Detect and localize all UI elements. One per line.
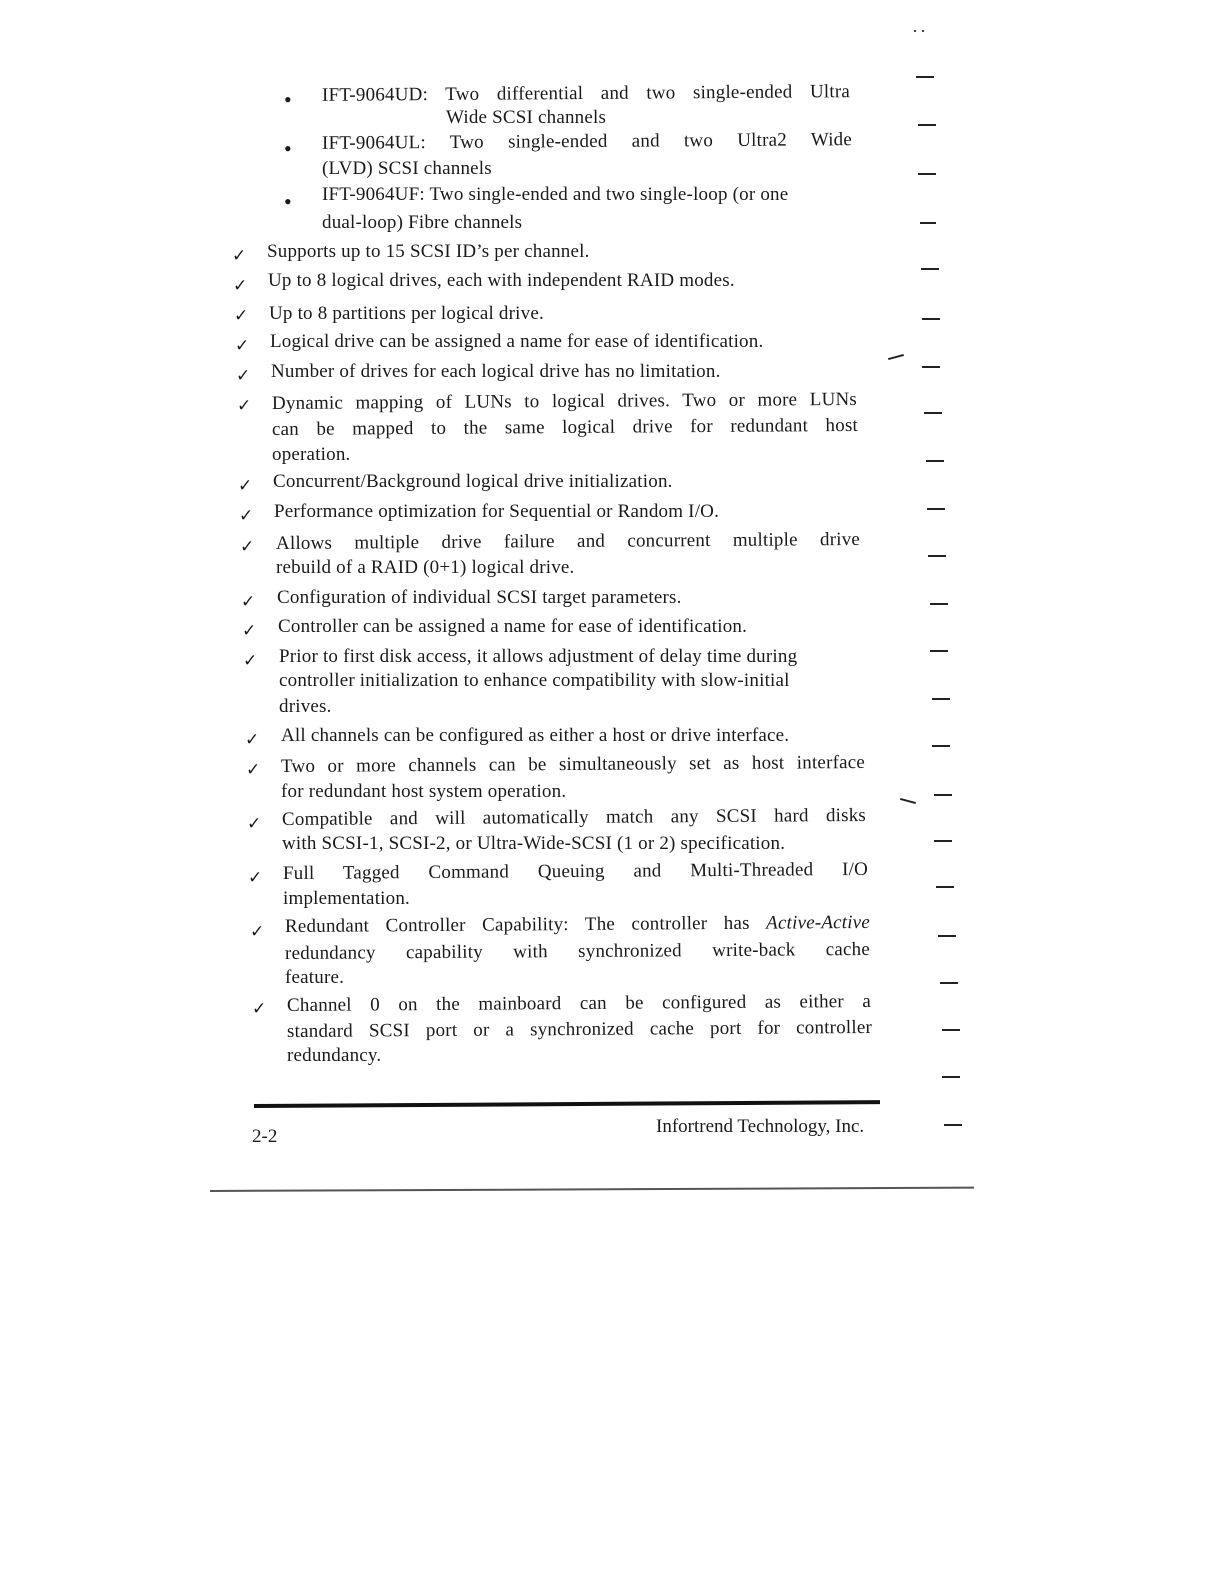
checkmark-icon: ✓ [236,366,251,386]
feature-item-line: All channels can be configured as either a host or drive interface. [281,725,790,746]
footer-rule [254,1100,880,1108]
feature-item-line: feature. [285,967,345,988]
margin-tick [928,555,946,557]
checkmark-icon: ✓ [235,336,250,356]
margin-tick [938,935,956,937]
checkmark-icon: ✓ [241,592,256,612]
sub-bullet-ift-9064ud-line-2: Wide SCSI channels [446,107,607,128]
margin-tick [942,1029,960,1031]
margin-tick [918,124,936,126]
scan-edge-line [210,1187,974,1192]
margin-tick [944,1124,962,1126]
sub-bullet-ift-9064uf-line-2: dual-loop) Fibre channels [322,212,523,233]
sub-bullet-ift-9064ul-line-1: IFT-9064UL: Two single-ended and two Ultra2 Wide [321,129,853,154]
feature-item-line: Performance optimization for Sequential or Random I/O. [274,501,720,522]
sub-bullet-ift-9064uf-line-1: IFT-9064UF: Two single-ended and two single-loop (or one [322,184,789,205]
feature-item-line: redundancy capability with synchronized write-back cache [284,938,871,965]
margin-tick [927,508,945,510]
margin-tick [932,745,950,747]
margin-tick [900,798,916,804]
checkmark-icon: ✓ [243,651,258,671]
checkmark-icon: ✓ [247,814,262,834]
margin-tick [940,982,958,984]
margin-tick [934,794,952,796]
margin-tick [942,1076,960,1078]
sub-bullet-ift-9064ud-line-1: IFT-9064UD: Two differential and two single-ended Ultra [321,81,851,106]
feature-item-line: Dynamic mapping of LUNs to logical drives. Two or more LUNs [271,388,858,415]
margin-tick [922,366,940,368]
checkmark-icon: ✓ [242,621,257,641]
feature-item-line: for redundant host system operation. [281,781,567,802]
sub-bullet-ift-9064ul-line-2: (LVD) SCSI channels [322,158,492,179]
bullet-marker: • [284,189,292,214]
feature-item-line: Two or more channels can be simultaneously set as host interface [280,751,866,778]
checkmark-icon: ✓ [250,922,265,942]
margin-tick [926,460,944,462]
feature-item-line: Logical drive can be assigned a name for ease of identification. [270,331,764,352]
feature-item-line: Channel 0 on the mainboard can be configured as either a [286,990,872,1017]
checkmark-icon: ✓ [248,868,263,888]
page-number: 2-2 [252,1126,278,1147]
feature-item-line: Concurrent/Background logical drive initialization. [273,471,673,492]
checkmark-icon: ✓ [232,246,247,266]
feature-item-line: rebuild of a RAID (0+1) logical drive. [276,557,575,578]
checkmark-icon: ✓ [246,760,261,780]
bullet-marker: • [284,87,292,112]
company-name: Infortrend Technology, Inc. [656,1116,865,1137]
feature-item-line: Allows multiple drive failure and concurrent multiple drive [275,528,861,555]
checkmark-icon: ✓ [238,476,253,496]
feature-item-line: Full Tagged Command Queuing and Multi-Threaded I/O [282,858,869,885]
feature-item-line: standard SCSI port or a synchronized cache port for controller [286,1016,873,1043]
margin-tick [920,222,936,224]
margin-tick [934,840,952,842]
bullet-marker: • [284,136,292,161]
feature-item-line: Configuration of individual SCSI target parameters. [277,587,682,608]
checkmark-icon: ✓ [252,999,267,1019]
margin-tick [916,76,934,78]
margin-tick [924,412,942,414]
checkmark-icon: ✓ [239,506,254,526]
margin-tick [921,268,939,270]
checkmark-icon: ✓ [237,396,252,416]
feature-item-line: can be mapped to the same logical drive for redundant host [271,414,859,441]
feature-item-line: Number of drives for each logical drive has no limitation. [271,361,721,382]
checkmark-icon: ✓ [233,276,248,296]
margin-tick [932,698,950,700]
feature-item-line: Supports up to 15 SCSI ID’s per channel. [267,241,590,262]
margin-tick [936,886,954,888]
checkmark-icon: ✓ [240,537,255,557]
margin-tick [930,650,948,652]
feature-item-line: controller initialization to enhance compatibility with slow-initial [279,670,790,691]
feature-item-line: drives. [279,696,332,717]
feature-item-line: Redundant Controller Capability: The controller has Active-Active [284,911,871,938]
scan-speck [914,30,916,32]
margin-tick [918,173,936,175]
checkmark-icon: ✓ [245,730,260,750]
margin-tick [922,318,940,320]
feature-item-line: Up to 8 logical drives, each with independent RAID modes. [268,270,735,291]
scan-speck [922,30,924,32]
feature-item-line: redundancy. [287,1045,382,1066]
margin-tick [930,603,948,605]
feature-item-line: operation. [272,444,351,465]
feature-item-line: Controller can be assigned a name for ease of identification. [278,616,748,637]
checkmark-icon: ✓ [234,306,249,326]
feature-item-line: Prior to first disk access, it allows adjustment of delay time during [279,646,798,667]
feature-item-line: Up to 8 partitions per logical drive. [269,303,544,324]
feature-item-line: with SCSI-1, SCSI-2, or Ultra-Wide-SCSI (1 or 2) specification. [282,833,786,854]
feature-item-line: implementation. [283,888,411,909]
feature-item-line: Compatible and will automatically match any SCSI hard disks [281,804,867,831]
margin-tick [888,354,904,360]
